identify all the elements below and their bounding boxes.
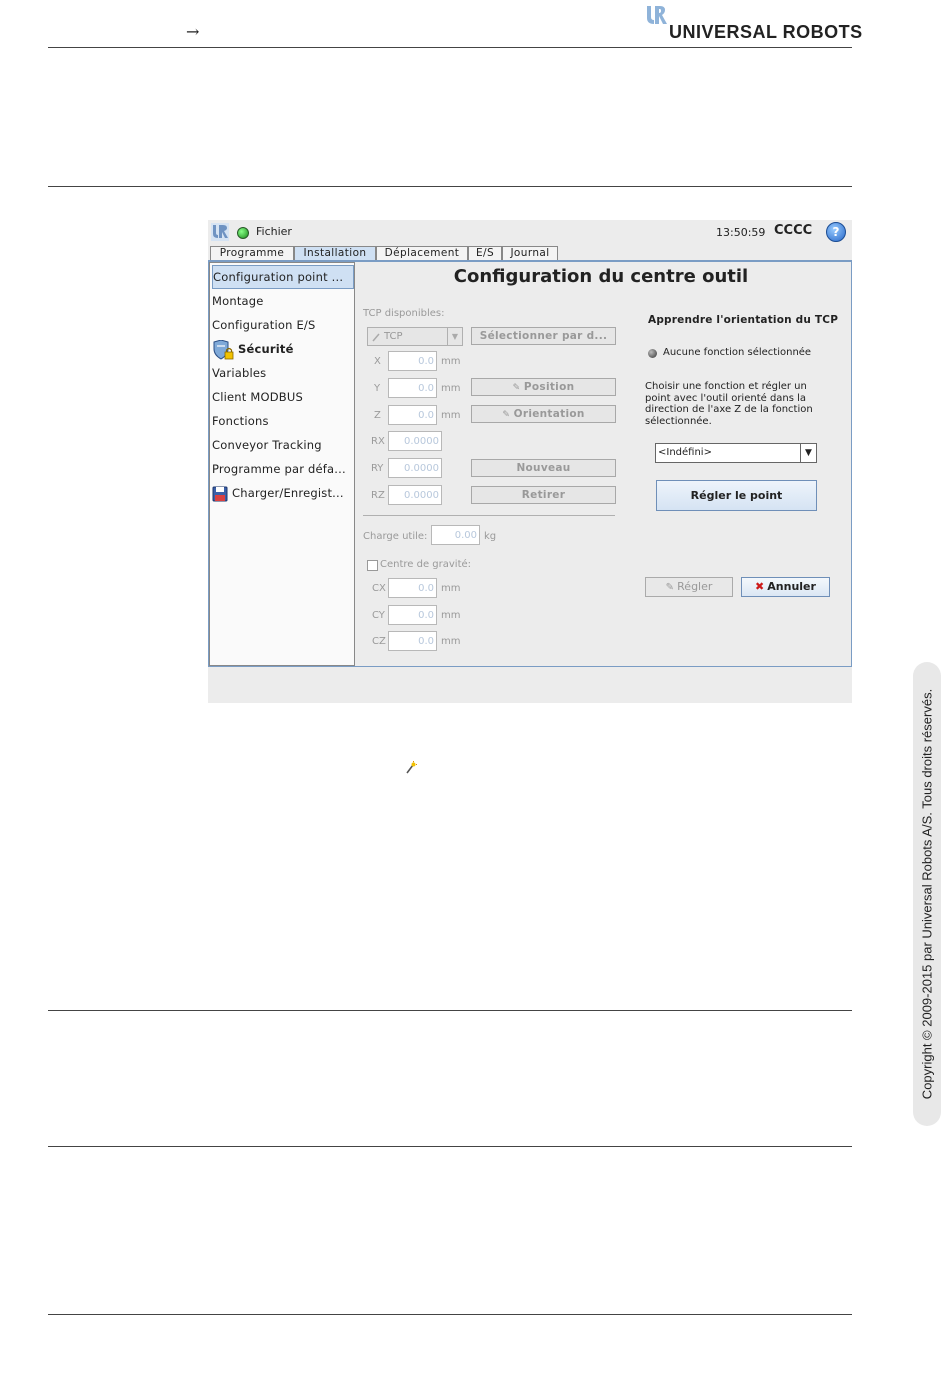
cog-field-cz[interactable]: 0.0 — [388, 631, 437, 651]
ur-logo-icon[interactable] — [211, 223, 229, 241]
feature-select[interactable] — [655, 443, 817, 463]
chevron-down-icon: ▼ — [447, 328, 462, 345]
tab-programme[interactable]: Programme — [210, 246, 294, 260]
coord-field-y[interactable]: 0.0 — [388, 378, 437, 398]
magic-wand-icon — [403, 761, 417, 775]
close-icon: ✖ — [755, 580, 765, 593]
coord-label-y: Y — [374, 383, 381, 394]
unit-mm: mm — [441, 410, 461, 421]
sidebar-item-modbus[interactable]: Client MODBUS — [212, 390, 303, 404]
copyright-tab — [913, 662, 941, 1126]
tab-installation[interactable]: Installation — [294, 246, 376, 260]
chevron-down-icon: ▼ — [800, 444, 816, 462]
footer-rule — [48, 1314, 852, 1315]
unit-mm: mm — [441, 610, 461, 621]
ur-logo-icon — [645, 4, 667, 28]
wand-icon — [371, 332, 381, 342]
coord-label-rx: RX — [371, 436, 385, 447]
page-title: Configuration du centre outil — [453, 266, 749, 287]
orientation-button-label: Orientation — [513, 408, 585, 420]
orientation-button[interactable] — [471, 405, 616, 423]
cog-label-cy: CY — [372, 610, 385, 621]
cog-label-cx: CX — [372, 583, 386, 594]
tab-deplacement[interactable]: Déplacement — [376, 246, 468, 260]
unit-mm: mm — [441, 383, 461, 394]
header-arrow: → — [186, 22, 200, 41]
header-rule — [48, 47, 852, 48]
sidebar-item-tcp-config[interactable]: Configuration point ... — [212, 265, 354, 289]
unit-mm: mm — [441, 583, 461, 594]
position-button[interactable] — [471, 378, 616, 396]
position-button-label: Position — [523, 381, 575, 393]
wand-icon: ✎ — [665, 582, 678, 593]
tab-journal[interactable]: Journal — [502, 246, 558, 260]
cog-label-cz: CZ — [372, 636, 386, 647]
sidebar-item-conveyor[interactable]: Conveyor Tracking — [212, 438, 322, 452]
sidebar-item-label: Sécurité — [238, 342, 294, 356]
coord-label-z: Z — [374, 410, 381, 421]
tab-es[interactable]: E/S — [468, 246, 502, 260]
cancel-button-label: Annuler — [767, 580, 816, 593]
sidebar-item-load-save[interactable] — [212, 482, 352, 504]
cog-label: Centre de gravité: — [380, 559, 472, 570]
sidebar-item-io-config[interactable]: Configuration E/S — [212, 318, 316, 332]
coord-label-rz: RZ — [371, 490, 385, 501]
payload-field[interactable]: 0.00 — [431, 525, 480, 545]
unit-mm: mm — [441, 636, 461, 647]
set-button[interactable] — [645, 577, 733, 597]
payload-label: Charge utile: — [363, 531, 428, 542]
unit-kg: kg — [484, 531, 497, 542]
file-menu[interactable]: Fichier — [256, 225, 292, 238]
separator — [363, 515, 615, 516]
section-rule — [48, 186, 852, 187]
clock: 13:50:59 — [716, 226, 766, 239]
new-tcp-button[interactable]: Nouveau — [471, 459, 616, 477]
coord-field-rx[interactable]: 0.0000 — [388, 431, 442, 451]
sidebar-item-default-program[interactable]: Programme par défa... — [212, 462, 346, 476]
brand-logo — [645, 4, 863, 44]
status-dot-icon — [237, 227, 249, 239]
cog-field-cy[interactable]: 0.0 — [388, 605, 437, 625]
coord-label-x: X — [374, 356, 381, 367]
polyscope-screen — [208, 220, 852, 703]
coord-label-ry: RY — [371, 463, 384, 474]
coord-field-z[interactable]: 0.0 — [388, 405, 437, 425]
top-bar — [208, 220, 852, 246]
copyright-text: Copyright © 2009-2015 par Universal Robots A/S. Tous droits réservés. — [919, 688, 935, 1100]
remove-tcp-button[interactable]: Retirer — [471, 486, 616, 504]
set-button-label: Régler — [677, 580, 713, 593]
robot-name: CCCC — [774, 223, 813, 238]
floppy-disk-icon — [212, 486, 228, 502]
tcp-combo-value: TCP — [384, 331, 403, 342]
brand-name: UNIVERSAL ROBOTS — [669, 22, 863, 42]
teach-orientation-title: Apprendre l'orientation du TCP — [648, 314, 839, 326]
wrench-icon: ✎ — [512, 383, 524, 393]
installation-sidebar — [209, 262, 355, 666]
sidebar-item-securite[interactable] — [212, 338, 352, 360]
cog-checkbox[interactable] — [367, 560, 378, 571]
cancel-button[interactable] — [741, 577, 830, 597]
sidebar-item-montage[interactable]: Montage — [212, 294, 264, 308]
feature-status-icon — [648, 349, 657, 358]
tcp-combo[interactable] — [367, 327, 463, 346]
sidebar-item-label: Charger/Enregist... — [232, 486, 344, 500]
teach-instructions: Choisir une fonction et régler un point avec l'outil orienté dans la direction de l'axe Z de la fonction sélectionnée. — [645, 381, 813, 427]
coord-field-rz[interactable]: 0.0000 — [388, 485, 442, 505]
coord-field-ry[interactable]: 0.0000 — [388, 458, 442, 478]
sidebar-item-variables[interactable]: Variables — [212, 366, 267, 380]
tcp-available-label: TCP disponibles: — [363, 308, 445, 319]
select-by-button[interactable]: Sélectionner par d... — [471, 327, 616, 345]
sidebar-item-fonctions[interactable]: Fonctions — [212, 414, 269, 428]
section-rule — [48, 1010, 852, 1011]
set-point-button[interactable]: Régler le point — [656, 480, 817, 511]
section-rule — [48, 1146, 852, 1147]
wrench-icon: ✎ — [502, 410, 514, 420]
shield-lock-icon — [212, 340, 234, 360]
unit-mm: mm — [441, 356, 461, 367]
cog-field-cx[interactable]: 0.0 — [388, 578, 437, 598]
coord-field-x[interactable]: 0.0 — [388, 351, 437, 371]
no-feature-text: Aucune fonction sélectionnée — [663, 347, 812, 358]
help-icon[interactable]: ? — [826, 222, 846, 242]
feature-select-value: <Indéfini> — [658, 447, 712, 458]
